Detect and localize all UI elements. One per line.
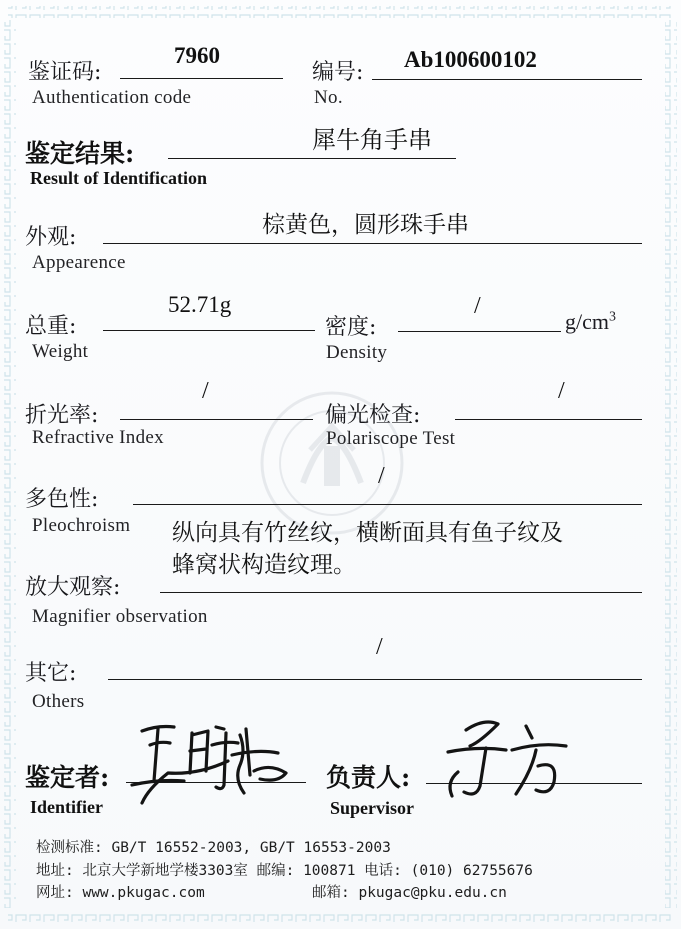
number-label-en: No. — [314, 87, 343, 108]
auth-code-label-en: Authentication code — [32, 87, 192, 108]
auth-code-underline — [120, 78, 283, 79]
footer-address: 地址: 北京大学新地学楼3303室 邮编: 100871 电话: (010) 62755676 — [36, 863, 533, 879]
others-label-en: Others — [32, 691, 85, 712]
appearance-label-en: Appearence — [32, 252, 126, 273]
polariscope-label-en: Polariscope Test — [326, 428, 456, 449]
density-unit: $g/cm^3$ — [565, 309, 616, 334]
number-label-cn: 编号: — [312, 60, 364, 85]
weight-underline — [103, 330, 315, 331]
identifier-signature — [128, 715, 298, 805]
density-value: / — [474, 293, 481, 319]
magnifier-label-en: Magnifier observation — [32, 606, 208, 627]
refractive-label-cn: 折光率: — [25, 403, 99, 428]
number-underline — [372, 79, 642, 80]
supervisor-label-cn: 负责人: — [326, 763, 411, 792]
footer-standard: 检测标准: GB/T 16552-2003, GB/T 16553-2003 — [36, 840, 391, 856]
polariscope-value: / — [558, 378, 565, 404]
footer-website: 网址: www.pkugac.com — [36, 885, 205, 901]
pleochroism-underline — [133, 504, 642, 505]
refractive-value: / — [202, 378, 209, 404]
refractive-underline — [120, 419, 313, 420]
others-label-cn: 其它: — [25, 661, 77, 686]
result-label-en: Result of Identification — [30, 168, 207, 188]
appearance-underline — [103, 243, 642, 244]
magnifier-underline — [160, 592, 642, 593]
pleochroism-value: / — [378, 463, 385, 489]
result-underline — [168, 158, 456, 159]
footer-email: 邮箱: pkugac@pku.edu.cn — [312, 885, 507, 901]
polariscope-underline — [455, 419, 642, 420]
polariscope-label-cn: 偏光检查: — [325, 403, 421, 428]
weight-label-en: Weight — [32, 341, 89, 362]
auth-code-value: 7960 — [174, 43, 220, 68]
density-underline — [398, 331, 561, 332]
appearance-label-cn: 外观: — [25, 225, 77, 250]
number-value: Ab100600102 — [404, 47, 537, 72]
identifier-label-en: Identifier — [30, 797, 103, 817]
result-label-cn: 鉴定结果: — [25, 139, 135, 168]
weight-label-cn: 总重: — [25, 314, 77, 339]
auth-code-label-cn: 鉴证码: — [28, 60, 102, 85]
result-value: 犀牛角手串 — [312, 126, 432, 154]
weight-value: 52.71g — [168, 292, 232, 317]
identifier-label-cn: 鉴定者: — [25, 763, 110, 792]
appearance-value: 棕黄色，圆形珠手串 — [262, 212, 469, 238]
pleochroism-label-en: Pleochroism — [32, 515, 131, 536]
density-label-cn: 密度: — [325, 315, 377, 340]
density-label-en: Density — [326, 342, 388, 363]
pleochroism-label-cn: 多色性: — [25, 487, 99, 512]
others-value: / — [376, 634, 383, 660]
magnifier-label-cn: 放大观察: — [25, 575, 121, 600]
supervisor-signature — [440, 712, 580, 804]
supervisor-label-en: Supervisor — [330, 798, 415, 818]
refractive-label-en: Refractive Index — [32, 427, 164, 448]
magnifier-value-line2: 蜂窝状构造纹理。 — [172, 552, 356, 578]
others-underline — [108, 679, 642, 680]
magnifier-value-line1: 纵向具有竹丝纹，横断面具有鱼子纹及 — [172, 520, 563, 546]
